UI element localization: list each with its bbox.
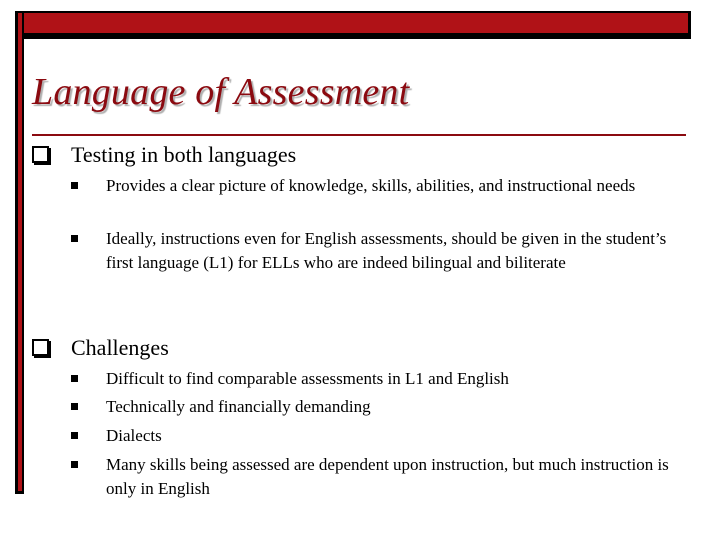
section-heading-label: Challenges	[71, 335, 169, 360]
square-bullet-icon	[71, 182, 78, 189]
list-item-text: Ideally, instructions even for English assessments, should be given in the student’s first language (L1) for ELLs who are indeed bilingual and biliterate	[106, 229, 667, 272]
list-item	[106, 174, 696, 198]
list-item	[106, 227, 696, 275]
section-heading-challenges	[32, 334, 169, 362]
list-item	[106, 453, 696, 501]
section-heading-label: Testing in both languages	[71, 142, 297, 167]
slide-title: Language of Assessment	[32, 71, 410, 113]
square-bullet-icon	[71, 403, 78, 410]
checkbox-bullet-icon	[32, 146, 49, 163]
list-item	[106, 424, 696, 448]
title-underline	[32, 134, 686, 136]
list-item-text: Technically and financially demanding	[106, 397, 371, 416]
list-item-text: Difficult to find comparable assessments in L1 and English	[106, 369, 509, 388]
square-bullet-icon	[71, 461, 78, 468]
left-frame-accent	[18, 13, 22, 491]
list-item-text: Provides a clear picture of knowledge, skills, abilities, and instructional needs	[106, 176, 636, 195]
list-item	[106, 395, 696, 419]
top-frame-accent	[20, 13, 688, 33]
square-bullet-icon	[71, 375, 78, 382]
square-bullet-icon	[71, 432, 78, 439]
section-heading-testing	[32, 141, 296, 169]
list-item	[106, 367, 696, 391]
list-item-text: Dialects	[106, 426, 162, 445]
checkbox-bullet-icon	[32, 339, 49, 356]
list-item-text: Many skills being assessed are dependent upon instruction, but much instruction is only in English	[106, 455, 669, 498]
square-bullet-icon	[71, 235, 78, 242]
